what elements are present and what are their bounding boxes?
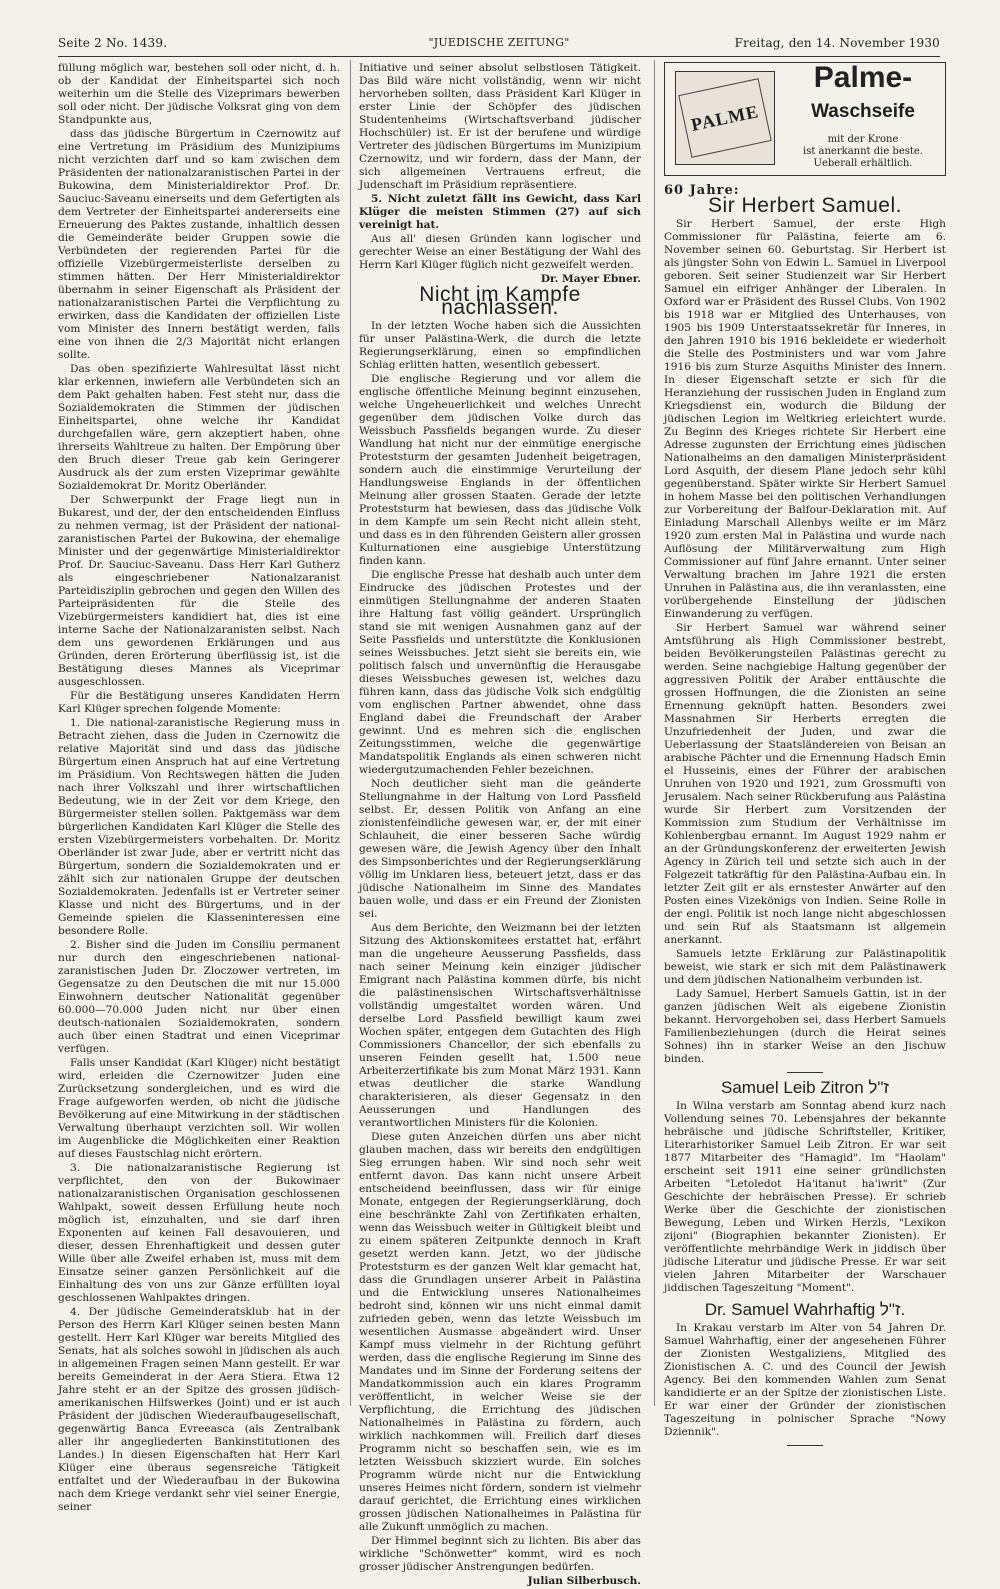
column-3 <box>664 62 946 1452</box>
paragraph: Der Schwerpunkt der Frage liegt nun in Bukarest, und der, der den entscheidenden Einfluss zu nehmen vermag, ist der Präsident der national-zaranistischen Partei der Bukowina, der ehemalige Minister und der gegenwärtige Ministerialdirektor Prof. Dr. Sauciuc-Saveanu. Dass Herr Karl Gutherz als eingeschriebener Nationalzaranist Parteidisziplin gebrochen und gegen den Willen des Parteipräsidenten für die Stelle des Vizebürgermeisters kandidiert hat, dies ist eine interne Sache der Nationalzaranisten selbst. Nach dem uns gewordenen Erklärungen und aus Gründen, deren Erörterung überflüssig ist, ist die Bestätigung dieses Mannes als Viceprimar ausgeschlossen. <box>58 494 340 688</box>
paragraph: Falls unser Kandidat (Karl Klüger) nicht bestätigt wird, erleiden die Czernowitzer Juden eine Zurücksetzung sondergleichen, und es wird die Frage aufgeworfen werden, ob nicht die jüdische Bevölkerung auf eine Mitwirkung in der städtischen Verwaltung überhaupt verzichten soll. Wir wollen im Augenblicke die Möglichkeiten einer Reaktion auf dieses Faustschlag nicht erörtern. <box>58 1057 340 1160</box>
paragraph: Die englische Presse hat deshalb auch unter dem Eindrucke des jüdischen Protestes und der einmütigen Stellungnahme der anderen Staaten ihre Haltung fast völlig geändert. Ursprünglich stand sie mit wenigen Ausnahmen ganz auf der Seite Passfields und unterstützte die Konklusionen seines Weissbuches. Jetzt sieht sie bereits ein, wie politisch falsch und unvernünftig die Herausgabe dieses Weissbuches gewesen ist, welches dazu führen kann, dass das jüdische Volk sich endgültig vom englischen Partner abwendet, ohne dass England dabei die Freundschaft der Araber gewinnt. Und es mehren sich die englischen Zeitungsstimmen, welche die gegenwärtige Mandatspolitik Englands als einen schweren nicht wiedergutzumachenden Fehler bezeichnen. <box>359 569 641 776</box>
ad-title: Palme- <box>813 62 913 94</box>
paragraph: Initiative und seiner absolut selbstlosen Tätigkeit. Das Bild wäre nicht vollständig, wenn wir nicht hervorheben sollten, dass Präsident Karl Klüger in erster Linie der Schöpfer des jüdischen Studentenheims (Wirtschaftsverband jüdischer Hochschüler) ist. Er ist der berufene und würdige Vertreter des jüdischen Bürgertums im Munizipium Czernowitz, und wir fordern, dass der Mann, der sich allgemeinen Vertrauens erfreut, die Judenschaft im Präsidium repräsentiere. <box>359 62 641 191</box>
paragraph: In Wilna verstarb am Sonntag abend kurz nach Vollendung seines 70. Lebensjahres der bekannte hebräische und jüdische Schriftsteller, Kritiker, Literarhistoriker Samuel Leib Zitron. Er war seit 1877 Mitarbeiter des "Hamagid". Im "Haolam" erscheint seit 1911 eine seiner gründlichsten Arbeiten "Letoledot Ha'itanut ha'iwrit" (Zur Geschichte der hebräischen Presse). Er schrieb Werke über die Geschichte der zionistischen Bewegung, Leben und Wirken Herzls, "Lexikon zijoni" (Biographien bekannter Zionisten). Er veröffentlichte mehrbändige Werk in jiddisch über jüdische Literatur und jüdische Presse. Er war seit vielen Jahren Mitarbeiter der Warschauer jiddischen Tageszeitung "Moment". <box>664 1100 946 1294</box>
ad-line: Ueberall erhältlich. <box>813 158 913 169</box>
paragraph: In der letzten Woche haben sich die Aussichten für unser Palästina-Werk, die durch die letzte Regierungserklärung, einen so empfindlichen Schlag erlitten hatten, wesentlich gebessert. <box>359 320 641 371</box>
paragraph: 3. Die nationalzaranistische Regierung ist verpflichtet, den von der Bukowinaer nationalzaranistischen Organisation geschlossenen Wahlpakt, soweit dessen Erfüllung heute noch möglich ist, einzuhalten, und sie darf ihren Exponenten auf keinen Fall desavouieren, und dieser, dessen Ehrenhaftigkeit und dessen guter Wille über alle Zweifel erhaben ist, muss mit dem Einsatze seiner ganzen Persönlichkeit auf die Einhaltung des von uns zur Gänze erfüllten loyal geschlossenen Wahlpaktes dringen. <box>58 1162 340 1304</box>
article-heading: Nicht im Kampfe nachlassen. <box>419 283 581 319</box>
paragraph: Aus all' diesen Gründen kann logischer und gerechter Weise an einer Bestätigung der Wahl des Herrn Karl Klüger füglich nicht gezweifelt werden. <box>359 233 641 271</box>
paragraph: 2. Bisher sind die Juden im Consiliu permanent nur durch den eingeschriebenen national-zaranistischen Juden Dr. Zloczower vertreten, im Gegensatze zu den Deutschen die mit nur 15.000 Einwohnern deutscher Nationalität gegenüber 60.000—70.000 Juden nicht nur über einen deutsch-nationalen Sozialdemokraten, sondern auch über einen Stadtrat und einen Viceprimar verfügen. <box>58 939 340 1055</box>
soap-advertisement <box>664 62 946 176</box>
paragraph: Der Himmel beginnt sich zu lichten. Bis aber das wirkliche "Schönwetter" kommt, wird es noch grosser jüdischer Anstrengungen bedürfen. <box>359 1535 641 1573</box>
package-label: PALME <box>678 78 772 158</box>
separator <box>787 1445 823 1446</box>
paragraph: Für die Bestätigung unseres Kandidaten Herrn Karl Klüger sprechen folgende Momente: <box>58 690 340 715</box>
soap-package-image <box>675 71 775 165</box>
ad-line: ist anerkannt die beste. <box>803 146 923 157</box>
paragraph: Das oben spezifizierte Wahlresultat lässt nicht klar erkennen, inwiefern alle Verbündeten sich an dem Pakt gehalten haben. Fest steht nur, dass die Sozialdemokraten die Stimmen der jüdischen Einheitspartei, ohne welche ihr Kandidat durchgefallen wäre, gern akzeptiert haben, ohne ihrerseits Wahltreue zu halten. Der Empörung über den Bruch dieser Treue gab kein Geringerer Ausdruck als der zum ersten Vizeprimar gewählte Sozialdemokrat Dr. Moritz Oberländer. <box>58 363 340 492</box>
paragraph: Sir Herbert Samuel war während seiner Amtsführung als High Commissioner bestrebt, beiden Bevölkerungsteilen Palästinas gerecht zu werden. Seine nachgiebige Haltung gegenüber der aggressiven Politik der Araber enttäuschte die grossen Hoffnungen, die die Zionisten an seine Ernennung geknüpft hatten. Besonders zwei Massnahmen Sir Herberts erregten die Unzufriedenheit der Juden, und zwar die Ueberlassung der Staatsländereien von Beisan an arabische Pächter und die Ernennung Hadsch Emin el Husseinis, eines der Führer der arabischen Unruhen von 1920 und 1921, zum Grossmufti von Jerusalem. Nach seiner Rückberufung aus Palästina wurde Sir Herbert zum Vorsitzenden der Kommission zum Studium der Verhältnisse im Kohlenbergbau ernannt. Im August 1929 nahm er an der Gründungskonferenz der erweiterten Jewish Agency in Zürich teil und setzte sich auch in der Folgezeit tatkräftig für den Palästina-Aufbau ein. In letzter Zeit gilt er als ernstester Anwärter auf den Posten eines Vizekönigs von Indien. Seine Rolle in der engl. Politik ist noch lange nicht abgeschlossen und sein Ruf als Staatsmann ist allgemein anerkannt. <box>664 622 946 946</box>
paragraph: Diese guten Anzeichen dürfen uns aber nicht glauben machen, dass wir bereits den endgültigen Sieg errungen haben. Wir sind noch sehr weit entfernt davon. Das kann nicht unsere Arbeit entscheidend beeinflussen, dass wir für einige Monate, entgegen der Regierungserklärung, doch eine beschränkte Zahl von Zertifikaten erhalten, wenn das Weissbuch weiter in Gültigkeit bleibt und zu einem späteren Zeitpunkte dennoch in Kraft gesetzt werden kann. Jetzt, wo der jüdische Proteststurm es der ganzen Welt klar gemacht hat, dass die Grundlagen unserer Arbeit in Palästina und die Entwicklung unseres Nationalheimes bedroht sind, können wir uns nicht einmal damit zufrieden geben, wenn das letzte Weissbuch im wesentlichen Ausmasse abgeändert wird. Unser Kampf muss vielmehr in der Richtung geführt werden, dass die englische Regierung im Sinne des Mandates und im Sinne der Forderung seitens der Mandatkommission auch ein klares Programm veröffentlicht, in welcher Weise sie der Verpflichtung, die Errichtung des jüdischen Nationalheimes in Palästina zu fördern, auch wirklich nachkommen will. Freilich darf dieses Programm nicht so beschaffen sein, wie es im letzten Weissbuch skizziert wurde. Ein solches Programm würde nicht nur die Entwicklung unseres Heimes nicht fördern, sondern ist vielmehr darauf gerichtet, die Errichtung eines wirklichen grossen jüdischen Nationalheimes in Palästina für alle Zukunft unmöglich zu machen. <box>359 1131 641 1533</box>
column-2 <box>359 62 641 1589</box>
author-signature: Julian Silberbusch. <box>527 1575 641 1587</box>
paragraph: dass das jüdische Bürgertum in Czernowitz auf eine Vertretung im Präsidium des Munizipiums nicht verzichten darf und so kam zwischen dem Präsidenten der nationalzaranistischen Partei in der Bukowina, dem Ministerialdirektor Prof. Dr. Sauciuc-Saveanu einerseits und dem Gefertigten als dem Vertreter der Einheitspartei andererseits eine Erneuerung des Paktes zustande, inhaltlich dessen die Gemeinderäte beider Gruppen sowie die Verbündeten der regierenden Partei für die offizielle Vizebürgermeisterliste derselben zu stimmen hätten. Der Herr Ministerialdirektor übernahm in seiner Eigenschaft als Präsident der nationalzaranistischen Partei die Verpflichtung zu erwirken, dass die Kandidaten der offiziellen Liste vom Minister des Innern bestätigt werden, falls eine von ihnen die 2/3 Majorität nicht erlangen sollte. <box>58 128 340 361</box>
obituary-heading: Dr. Samuel Wahrhaftig ז"ל. <box>704 1300 906 1319</box>
paragraph: Aus dem Berichte, den Weizmann bei der letzten Sitzung des Aktionskomitees erstattet hat, erfährt man die ungeheure Aeusserung Passfields, dass nach seiner Meinung kein einziger jüdischer Emigrant nach Palästina kommen dürfe, bis nicht die palästinensischen Wirtschaftsverhältnisse vollständig umgestaltet worden wären. Und derselbe Lord Passfield bewilligt kaum zwei Wochen später, entgegen dem Gutachten des High Commissioners Chancellor, der sich ebenfalls zu unseren Feinden gesellt hat, 1.500 neue Arbeiterzertifikate bis zum Monat März 1931. Kann etwas deutlicher die starke Wandlung charakterisieren, als dieser Gegensatz in den Aeusserungen und Handlungen des verantwortlichen Ministers für die Kolonien. <box>359 922 641 1129</box>
newspaper-title: "JUEDISCHE ZEITUNG" <box>428 36 570 49</box>
paragraph: Sir Herbert Samuel, der erste High Commissioner für Palästina, feierte am 6. November seinen 60. Geburtstag. Sir Herbert ist als jüngster Sohn von Edwin L. Samuel in Liverpool geboren. Seit seiner Studienzeit war Sir Herbert Samuel ein eifriger Anhänger der Liberalen. In Oxford war er Präsident des Russel Clubs. Von 1902 bis 1918 war er Mitglied des Unterhauses, von 1905 bis 1909 Unterstaatssekretär für Inneres, in den Jahren 1910 bis 1916 bekleidete er wiederholt die Stelle des Postministers und war vom Jahre 1916 bis zum Sturze Asquiths Minister des Innern. In dieser Eigenschaft setzte er sich für die Heranziehung der russischen Juden in England zum Kriegsdienst ein, wodurch die Bildung der jüdischen Legion im Weltkrieg erleichtert wurde. Zu Beginn des Krieges richtete Sir Herbert eine Adresse zugunsten der Errichtung eines jüdischen Nationalheims an den damaligen Ministerpräsident Lord Asquith, der diesem Plane jedoch sehr kühl gegenüberstand. Später wirkte Sir Herbert Samuel in hohem Masse bei den politischen Verhandlungen zur Vorbereitung der Balfour-Deklaration mit. Auf Einladung Marschall Allenbys weilte er im März 1920 zum ersten Mal in Palästina und wurde nach Auflösung der Militärverwaltung zum High Commissioner auf fünf Jahre ernannt. Unter seiner Verwaltung brachen im Jahre 1921 die ersten Unruhen in Palästina aus, die ihn veranlassten, eine vorübergehende Einstellung der jüdischen Einwanderung zu verfügen. <box>664 218 946 620</box>
paragraph: 5. Nicht zuletzt fällt ins Gewicht, dass Karl Klüger die meisten Stimmen (27) auf sich vereinigt hat. <box>359 193 641 231</box>
column-divider-1 <box>350 60 351 1406</box>
separator <box>787 1072 823 1073</box>
paragraph: In Krakau verstarb im Alter von 54 Jahren Dr. Samuel Wahrhaftig, einer der angesehenen Führer der Zionisten Westgaliziens, Mitglied des Zionistischen A. C. und des Council der Jewish Agency. Bei den kommenden Wahlen zum Senat kandidierte er an der Spitze der zionistischen Liste. Er war einer der Gründer der zionistischen Tageszeitung in polnischer Sprache "Nowy Dziennik". <box>664 1322 946 1438</box>
paragraph: Noch deutlicher sieht man die geänderte Stellungnahme in der Haltung von Lord Passfield selbst. Er, dessen Politik von Anfang an eine zionistenfeindliche gewesen war, er, der mit einer Schlauheit, die einer besseren Sache würdig gewesen wäre, die Jewish Agency über den Inhalt des Simpsonberichtes und der Regierungserklärung völlig im Unklaren liess, beteuert jetzt, dass er das jüdische Nationalheim im Sinne des Mandates bauen wolle, und dass er ein Freund der Zionisten sei. <box>359 778 641 920</box>
column-divider-2 <box>654 60 655 1406</box>
ad-line: mit der Krone <box>827 134 899 145</box>
page-number: Seite 2 No. 1439. <box>58 36 168 50</box>
paragraph: 1. Die national-zaranistische Regierung muss in Betracht ziehen, dass die Juden in Czernowitz die relative Majorität sind und dass das jüdische Bürgertum einen Anspruch hat auf eine Vertretung im Präsidium. Von Rechtswegen hätten die Juden nach ihrer Volkszahl und ihrer wirtschaftlichen Bedeutung, wie in der Zeit vor dem Kriege, den Bürgermeister stellen sollen. Paktgemäss war dem bürgerlichen Kandidaten Karl Klüger die Stelle des ersten Vizebürgermeisters vorbehalten. Dr. Moritz Oberländer ist zwar Jude, aber er vertritt nicht das Bürgertum, sondern die Sozialdemokraten und er zählt sich zur nationalen Gruppe der deutschen Sozialdemokraten. Jedenfalls ist er Vertreter seiner Klasse und nicht des Bürgertums, und in der Gemeinde spielen die Klasseninteressen eine besondere Rolle. <box>58 717 340 937</box>
paragraph: Samuels letzte Erklärung zur Palästinapolitik beweist, wie stark er sich mit dem Palästinawerk und dem jüdischen Nationalheim verbunden ist. <box>664 948 946 986</box>
article-heading: Sir Herbert Samuel. <box>708 194 902 217</box>
author-signature: Dr. Mayer Ebner. <box>540 273 641 285</box>
paragraph: Die englische Regierung und vor allem die englische öffentliche Meinung beginnt einzusehen, welche Ungeheuerlichkeit und welches Unrecht gegenüber dem jüdischen Volke durch das Weissbuch Passfields begangen wurde. Zu dieser Wandlung hat nicht nur der einmütige energische Proteststurm der gesamten Judenheit beigetragen, sondern auch die einstimmige Verurteilung der Handlungsweise Englands in der öffentlichen Meinung aller grossen Staaten. Gerade der letzte Proteststurm hat bewiesen, dass das jüdische Volk in dem Kampfe um sein Recht nicht allein steht, und dass es in den führenden Geistern aller grossen Kulturnationen eine ausgiebige Unterstützung finden kann. <box>359 373 641 567</box>
article-kicker: 60 Jahre: <box>664 183 740 198</box>
paragraph: Lady Samuel, Herbert Samuels Gattin, ist in der ganzen jüdischen Welt als eigebene Zionistin bekannt. Hervorgehoben sei, dass Herbert Samuels Familienbeziehungen (durch die Heirat seines Sohnes) ihn in starker Weise an den Jischuw binden. <box>664 988 946 1065</box>
page-header <box>58 36 940 56</box>
issue-date: Freitag, den 14. November 1930 <box>734 36 940 50</box>
paragraph: 4. Der jüdische Gemeinderatsklub hat in der Person des Herrn Karl Klüger seinen besten Mann gestellt. Herr Karl Klüger war bereits Mitglied des Senats, hat als solches sowohl in jüdischen als auch in allgemeinen Fragen seinen Mann gestellt. Er war bereits Gemeinderat in der Aera Stiera. Etwa 12 Jahre steht er an der Spitze des grossen jüdisch-amerikanischen Hilfswerkes (Joint) und er ist auch Präsident der jüdischen Wiederaufbaugesellschaft, gegenwärtig Banca Evreeasca (als Zentralbank aller ihr angegliederten Bankinstitutionen des Landes.) In diesen Eigenschaften hat Herr Karl Klüger eine überaus segensreiche Tätigkeit entfaltet und der Wiederaufbau in der Bukowina nach dem Kriege verdankt sehr viel seiner Energie, seiner <box>58 1306 340 1513</box>
header-rule <box>58 56 940 57</box>
ad-subtitle: Waschseife <box>811 101 915 122</box>
column-1 <box>58 62 340 1515</box>
paragraph: füllung möglich war, bestehen soll oder nicht, d. h. ob der Kandidat der Einheitspartei sich noch weiterhin um die Stelle des Vizeprimars bewerben soll oder nicht. Der jüdische Volksrat ging von dem Standpunkte aus, <box>58 62 340 126</box>
obituary-heading: Samuel Leib Zitron ז"ל <box>721 1078 889 1097</box>
